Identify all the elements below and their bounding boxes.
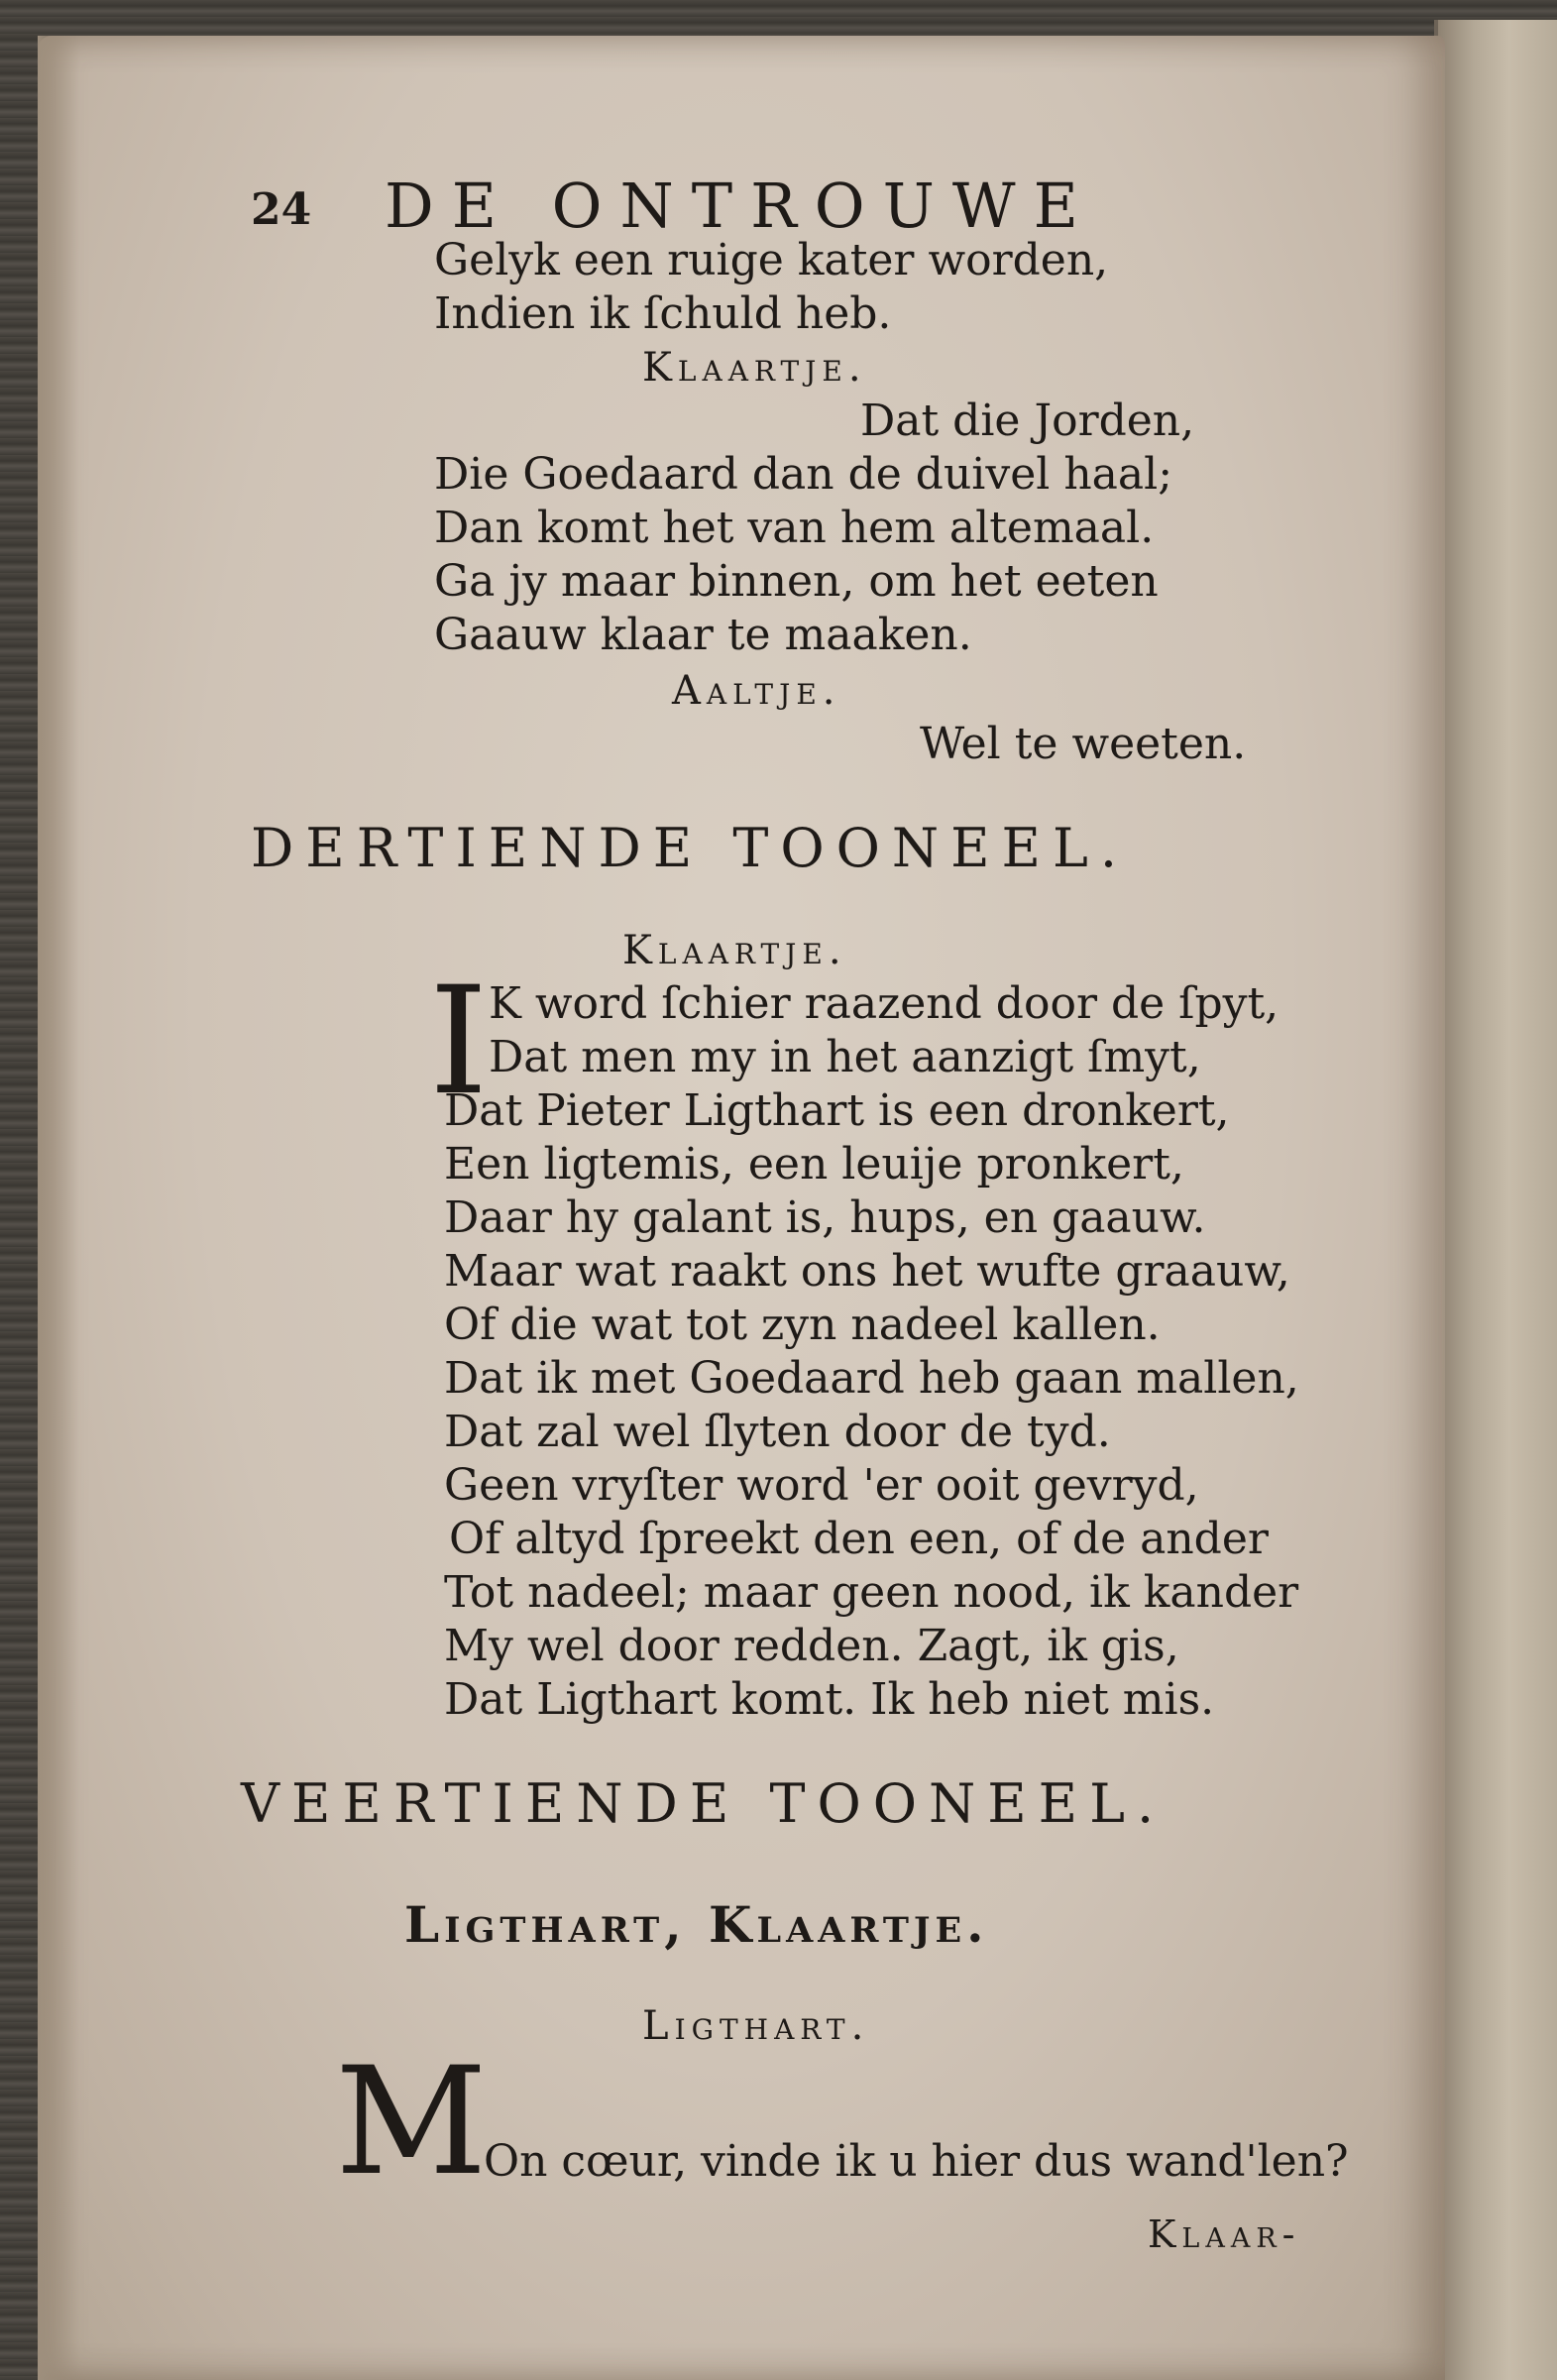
facing-page-edge bbox=[1434, 20, 1557, 2380]
verse-line: Of die wat tot zyn nadeel kallen. bbox=[444, 1300, 1161, 1350]
verse-line: Daar hy galant is, hups, en gaauw. bbox=[444, 1192, 1206, 1243]
verse-line: Dan komt het van hem altemaal. bbox=[434, 503, 1155, 553]
verse-line: Tot nadeel; maar geen nood, ik kander bbox=[444, 1567, 1299, 1618]
drop-cap: M bbox=[335, 2036, 488, 2209]
catchword: Klaar- bbox=[1148, 2212, 1301, 2256]
speaker-name: Aaltje. bbox=[672, 668, 841, 714]
verse-line: Gaauw klaar te maaken. bbox=[434, 610, 972, 660]
verse-line: Die Goedaard dan de duivel haal; bbox=[434, 449, 1173, 500]
verse-line: Dat Pieter Ligthart is een dronkert, bbox=[444, 1085, 1230, 1136]
speaker-name: Klaartje. bbox=[622, 928, 847, 973]
verse-line: Geen vryſter word 'er ooit gevryd, bbox=[444, 1460, 1199, 1511]
verse-line: Dat die Jorden, bbox=[860, 396, 1195, 446]
verse-line: K word ſchier raazend door de ſpyt, bbox=[489, 978, 1279, 1029]
verse-line: Dat ik met Goedaard heb gaan mallen, bbox=[444, 1353, 1299, 1404]
drop-cap: I bbox=[429, 956, 489, 1128]
verse-line: Een ligtemis, een leuije pronkert, bbox=[444, 1139, 1184, 1190]
book-page bbox=[38, 36, 1445, 2380]
running-title: DE ONTROUWE bbox=[385, 170, 1096, 242]
verse-line: Dat men my in het aanzigt ſmyt, bbox=[489, 1032, 1201, 1082]
verse-line: On cœur, vinde ik u hier dus wand'len? bbox=[484, 2136, 1349, 2187]
verse-line: Dat zal wel ſlyten door de tyd. bbox=[444, 1407, 1111, 1457]
verse-line: Indien ik ſchuld heb. bbox=[434, 288, 892, 339]
page-number: 24 bbox=[251, 184, 312, 235]
verse-line: Wel te weeten. bbox=[920, 719, 1247, 769]
verse-line: Dat Ligthart komt. Ik heb niet mis. bbox=[444, 1674, 1215, 1725]
scene-title: VEERTIENDE TOONEEL. bbox=[241, 1772, 1167, 1835]
scene-characters: Ligthart, Klaartje. bbox=[404, 1895, 989, 1954]
verse-line: My wel door redden. Zagt, ik gis, bbox=[444, 1621, 1179, 1671]
speaker-name: Ligthart. bbox=[642, 2003, 870, 2049]
verse-line: Maar wat raakt ons het wufte graauw, bbox=[444, 1246, 1290, 1297]
verse-line: Ga jy maar binnen, om het eeten bbox=[434, 556, 1159, 607]
verse-line: Gelyk een ruige kater worden, bbox=[434, 235, 1109, 285]
verse-line: Of altyd ſpreekt den een, of de ander bbox=[449, 1514, 1269, 1564]
scene-title: DERTIENDE TOONEEL. bbox=[251, 817, 1129, 879]
speaker-name: Klaartje. bbox=[642, 345, 867, 391]
